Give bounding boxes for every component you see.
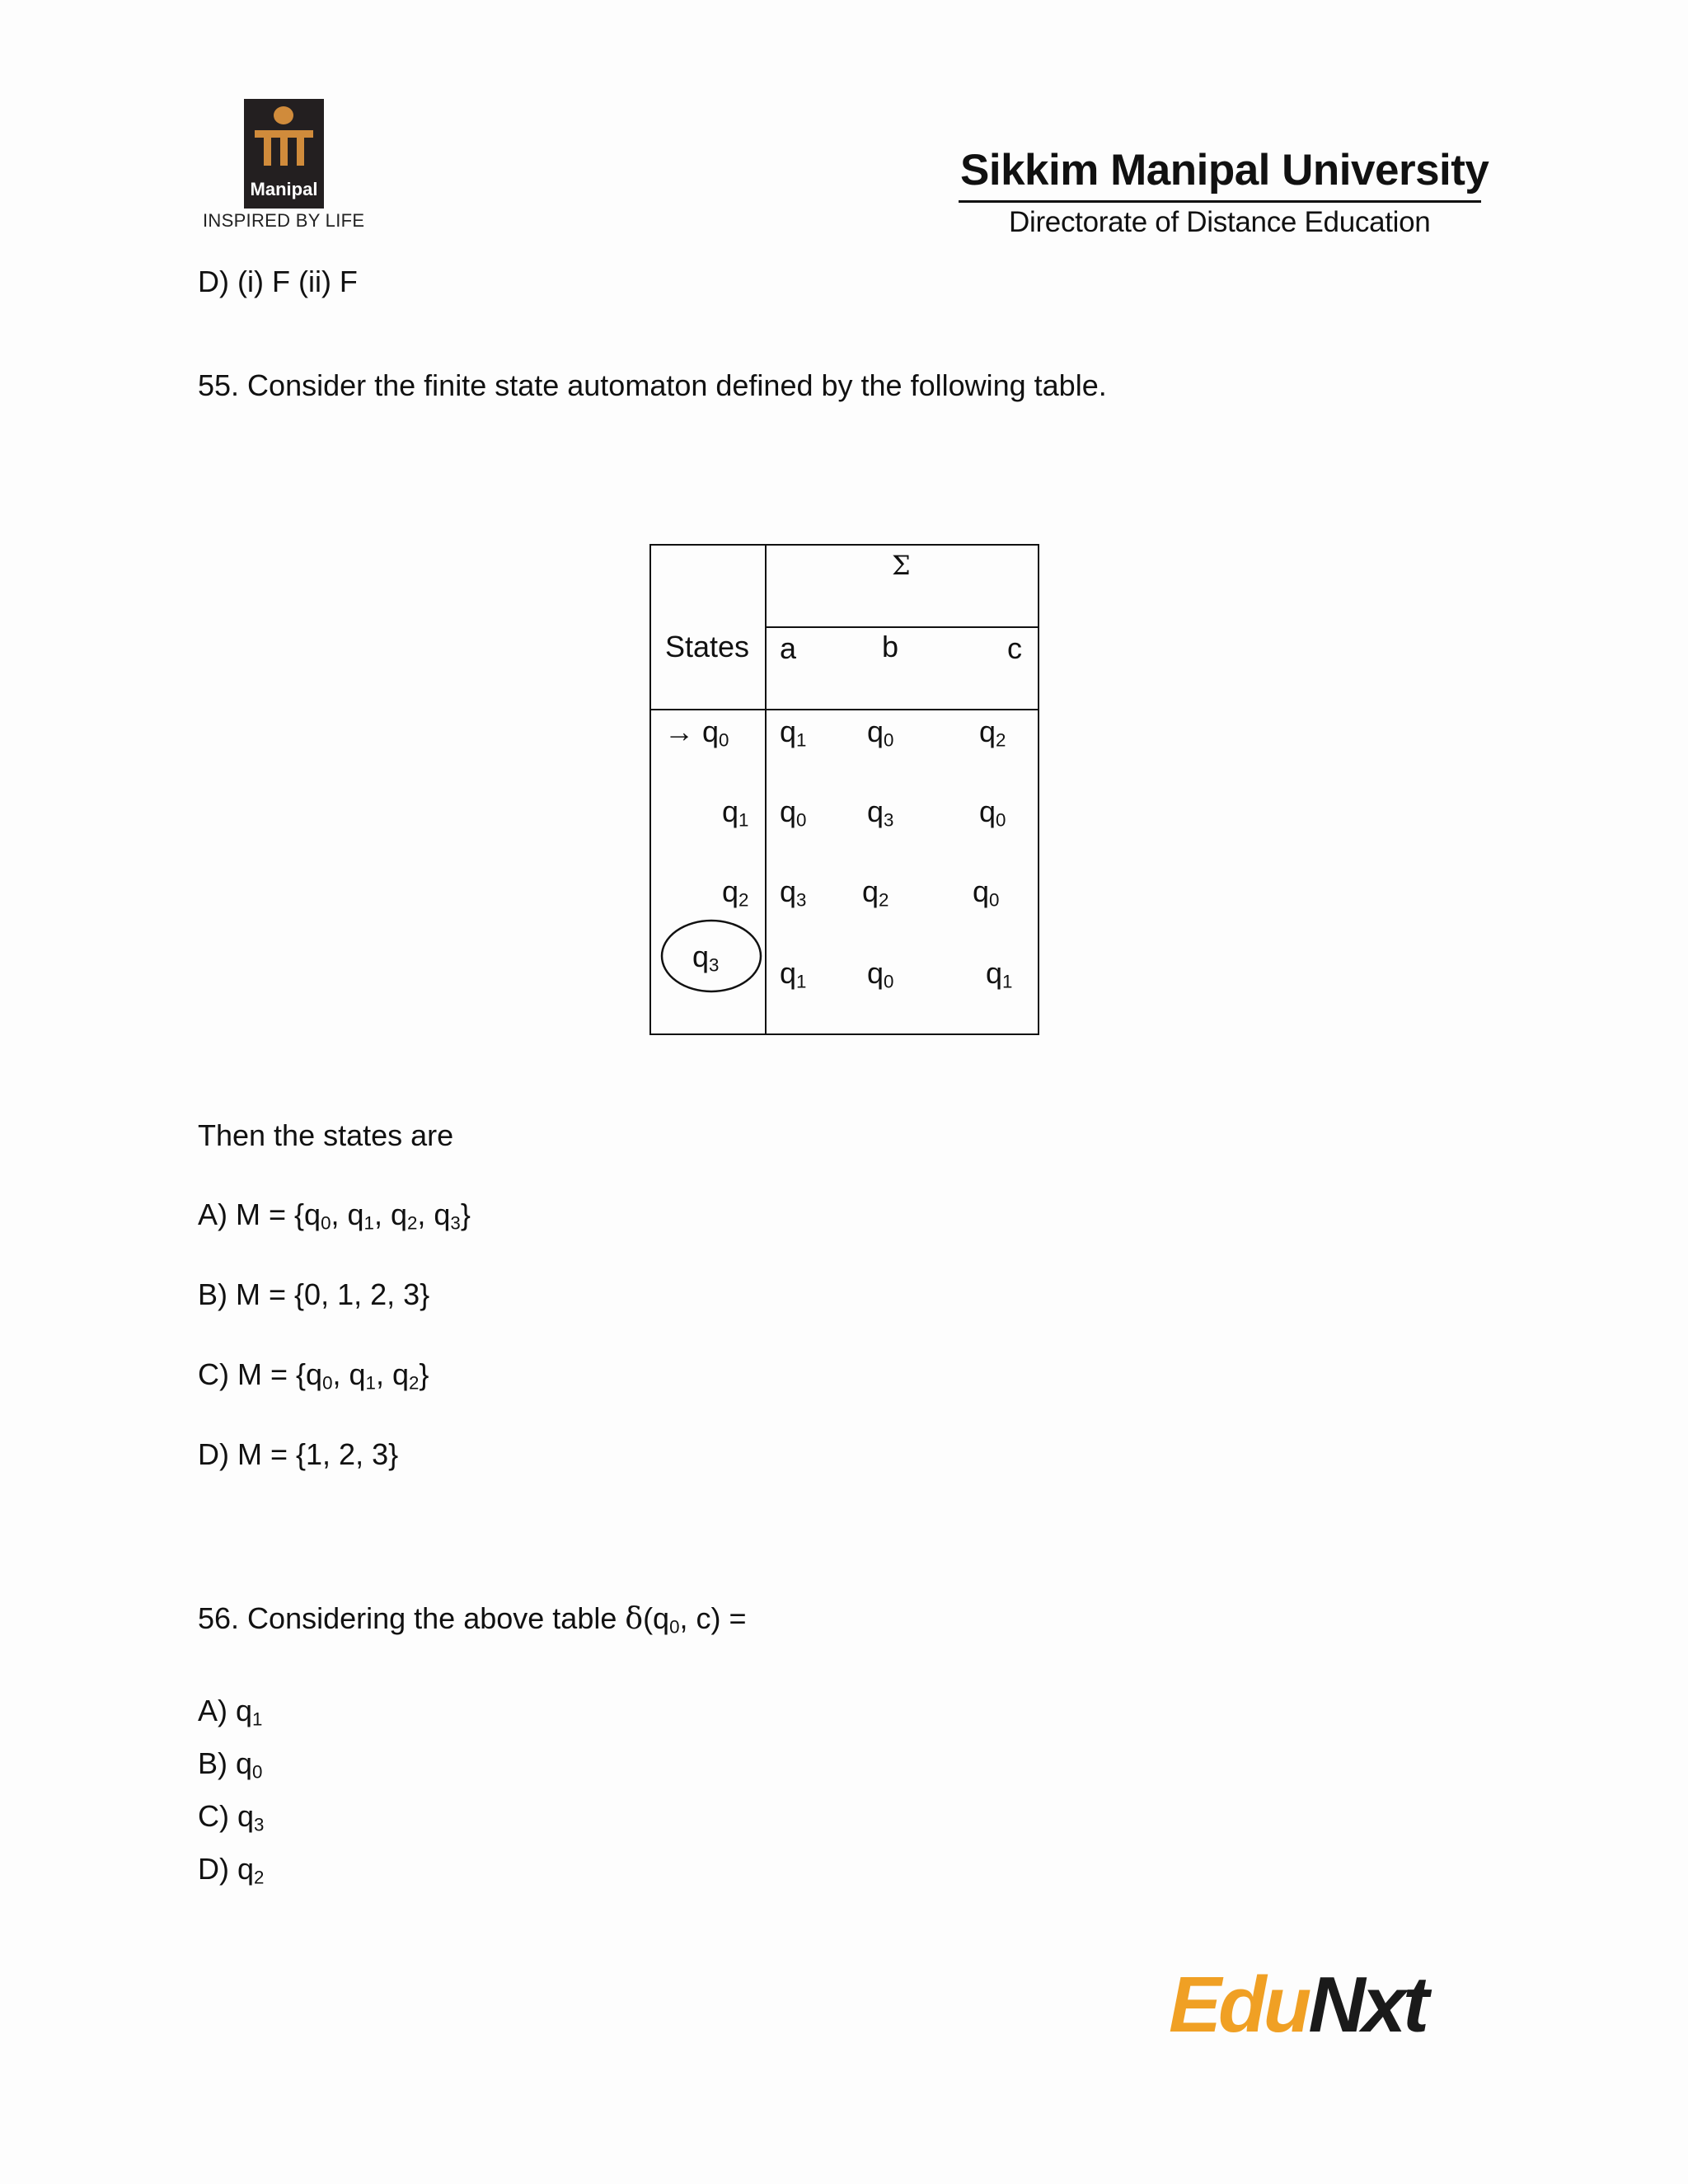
table-cell: $q_1$ [780, 956, 807, 992]
table-cell: $q_3$ [780, 874, 807, 911]
table-row-q2-state: $q_2$ [722, 874, 749, 911]
table-cell: $q_3$ [867, 794, 894, 831]
q56-option-d: D) $q_2$ [198, 1852, 265, 1888]
question-56-text: 56. Considering the above table $\delta(q_0$, c) = [198, 1601, 747, 1638]
table-cell: $q_1$ [986, 956, 1013, 992]
q55-option-b: B) M = {0, 1, 2, 3} [198, 1277, 430, 1311]
edunext-logo: EduNxt [1169, 1961, 1426, 2049]
symbol-b-header: b [882, 630, 899, 663]
table-cell: $q_2$ [862, 874, 889, 911]
manipal-logo [244, 99, 324, 209]
table-column-divider [765, 544, 767, 1035]
table-cell: $q_1$ [780, 715, 807, 751]
table-border-right [1038, 544, 1039, 1035]
manipal-emblem-icon [244, 99, 324, 190]
table-sigma-divider [765, 626, 1039, 628]
start-arrow-icon: → [664, 715, 694, 748]
q56-option-c: C) $q_3$ [198, 1799, 265, 1835]
table-cell: $q_0$ [979, 794, 1006, 831]
table-border-left [649, 544, 651, 1035]
table-border-bottom [649, 1033, 1039, 1035]
question-55-text: 55. Consider the finite state automaton defined by the following table. [198, 368, 1107, 402]
table-row-q1-state: $q_1$ [722, 794, 749, 831]
q56-option-a: A) $q_1$ [198, 1694, 263, 1730]
table-header-divider [649, 709, 1039, 710]
q55-option-c: C) $M = \{q_0$, $q_1$, $q_2$} [198, 1357, 429, 1394]
table-row-q0-state: → $q_0$ [664, 715, 729, 751]
symbol-c-header: c [1007, 631, 1022, 665]
table-row-q3-state: $q_3$ [692, 940, 720, 976]
symbol-a-header: a [780, 631, 797, 665]
transition-table [649, 544, 1039, 1035]
sigma-header: Σ [892, 550, 911, 581]
university-name: Sikkim Manipal University [960, 146, 1489, 194]
q55-option-a: A) $M = \{q_0$, $q_1$, $q_2$, $q_3$} [198, 1197, 471, 1234]
question-55-prompt: Then the states are [198, 1118, 454, 1152]
states-header: States [665, 630, 750, 663]
q55-option-d: D) M = {1, 2, 3} [198, 1437, 399, 1471]
table-cell: $q_0$ [867, 956, 894, 992]
table-cell: $q_0$ [973, 874, 1000, 911]
table-cell: $q_0$ [780, 794, 807, 831]
table-cell: $q_2$ [979, 715, 1006, 751]
logo-tagline: INSPIRED BY LIFE [203, 210, 365, 231]
table-cell: $q_0$ [867, 715, 894, 751]
table-border-top [649, 544, 1039, 546]
prev-option-d: D) (i) F (ii) F [198, 265, 358, 298]
q56-option-b: B) $q_0$ [198, 1746, 263, 1783]
directorate-name: Directorate of Distance Education [1009, 206, 1431, 238]
header-divider [959, 200, 1481, 203]
logo-wordmark: Manipal [250, 179, 318, 199]
